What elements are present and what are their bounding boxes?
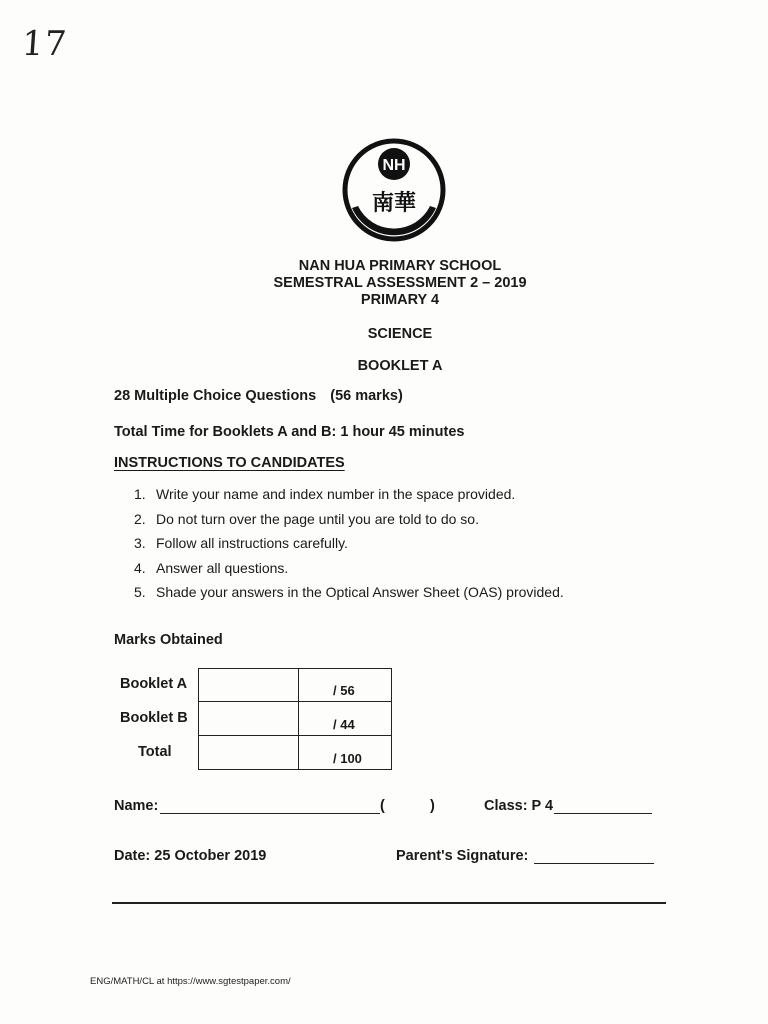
marks-label-booklet-b: Booklet B: [120, 710, 188, 726]
name-label: Name:: [114, 798, 159, 814]
marks-cell-total-score[interactable]: [199, 736, 299, 769]
mcq-label: 28 Multiple Choice Questions: [114, 388, 317, 404]
marks-row-labels: [120, 676, 188, 778]
logo-chinese-text: 南華: [371, 191, 417, 216]
class-field[interactable]: [554, 813, 652, 814]
list-item: 1. Write your name and index number in the space provided.: [134, 486, 516, 502]
parent-signature-field[interactable]: [534, 863, 654, 864]
mcq-summary: [114, 388, 403, 404]
date-signature-row: [114, 848, 674, 870]
footer-source: ENG/MATH/CL at https://www.sgtestpaper.com/: [90, 976, 291, 987]
mcq-marks: (56 marks): [330, 388, 403, 404]
booklet-title: BOOKLET A: [357, 358, 443, 374]
handwritten-page-number: 17: [20, 24, 69, 64]
level: PRIMARY 4: [360, 292, 440, 308]
list-item: 5. Shade your answers in the Optical Answer Sheet (OAS) provided.: [134, 584, 564, 600]
name-field[interactable]: [160, 813, 380, 814]
list-item: 2. Do not turn over the page until you are told to do so.: [134, 510, 479, 527]
exam-date: Date: 25 October 2019: [114, 848, 267, 864]
marks-cell-booklet-b-score[interactable]: [199, 702, 299, 735]
index-paren-close: ): [430, 798, 435, 814]
school-logo-icon: [338, 134, 450, 246]
school-header: [180, 258, 620, 309]
instructions-list: [134, 486, 564, 609]
subject-title: SCIENCE: [367, 326, 433, 342]
marks-cell-booklet-b-max: / 44: [299, 702, 391, 735]
marks-cell-booklet-a-score[interactable]: [199, 669, 299, 702]
assessment-title: SEMESTRAL ASSESSMENT 2 – 2019: [273, 275, 527, 291]
divider: [112, 902, 666, 904]
logo-monogram: NH: [382, 157, 406, 174]
class-label: Class: P 4: [484, 798, 554, 814]
list-item: 3. Follow all instructions carefully.: [134, 535, 348, 551]
marks-cell-total-max: / 100: [333, 750, 362, 766]
total-time: Total Time for Booklets A and B: 1 hour 45 minutes: [114, 424, 465, 440]
marks-heading: Marks Obtained: [114, 632, 223, 648]
parent-signature-label: Parent's Signature:: [396, 848, 529, 864]
list-item: 4. Answer all questions.: [134, 559, 289, 576]
marks-label-booklet-a: Booklet A: [120, 676, 188, 692]
marks-table: [198, 668, 392, 770]
name-class-row: [114, 798, 674, 820]
instructions-heading: INSTRUCTIONS TO CANDIDATES: [114, 455, 345, 471]
school-name: NAN HUA PRIMARY SCHOOL: [298, 258, 502, 274]
index-paren-open: (: [380, 798, 385, 814]
marks-label-total: Total: [138, 744, 172, 760]
marks-cell-booklet-a-max: / 56: [299, 669, 391, 702]
